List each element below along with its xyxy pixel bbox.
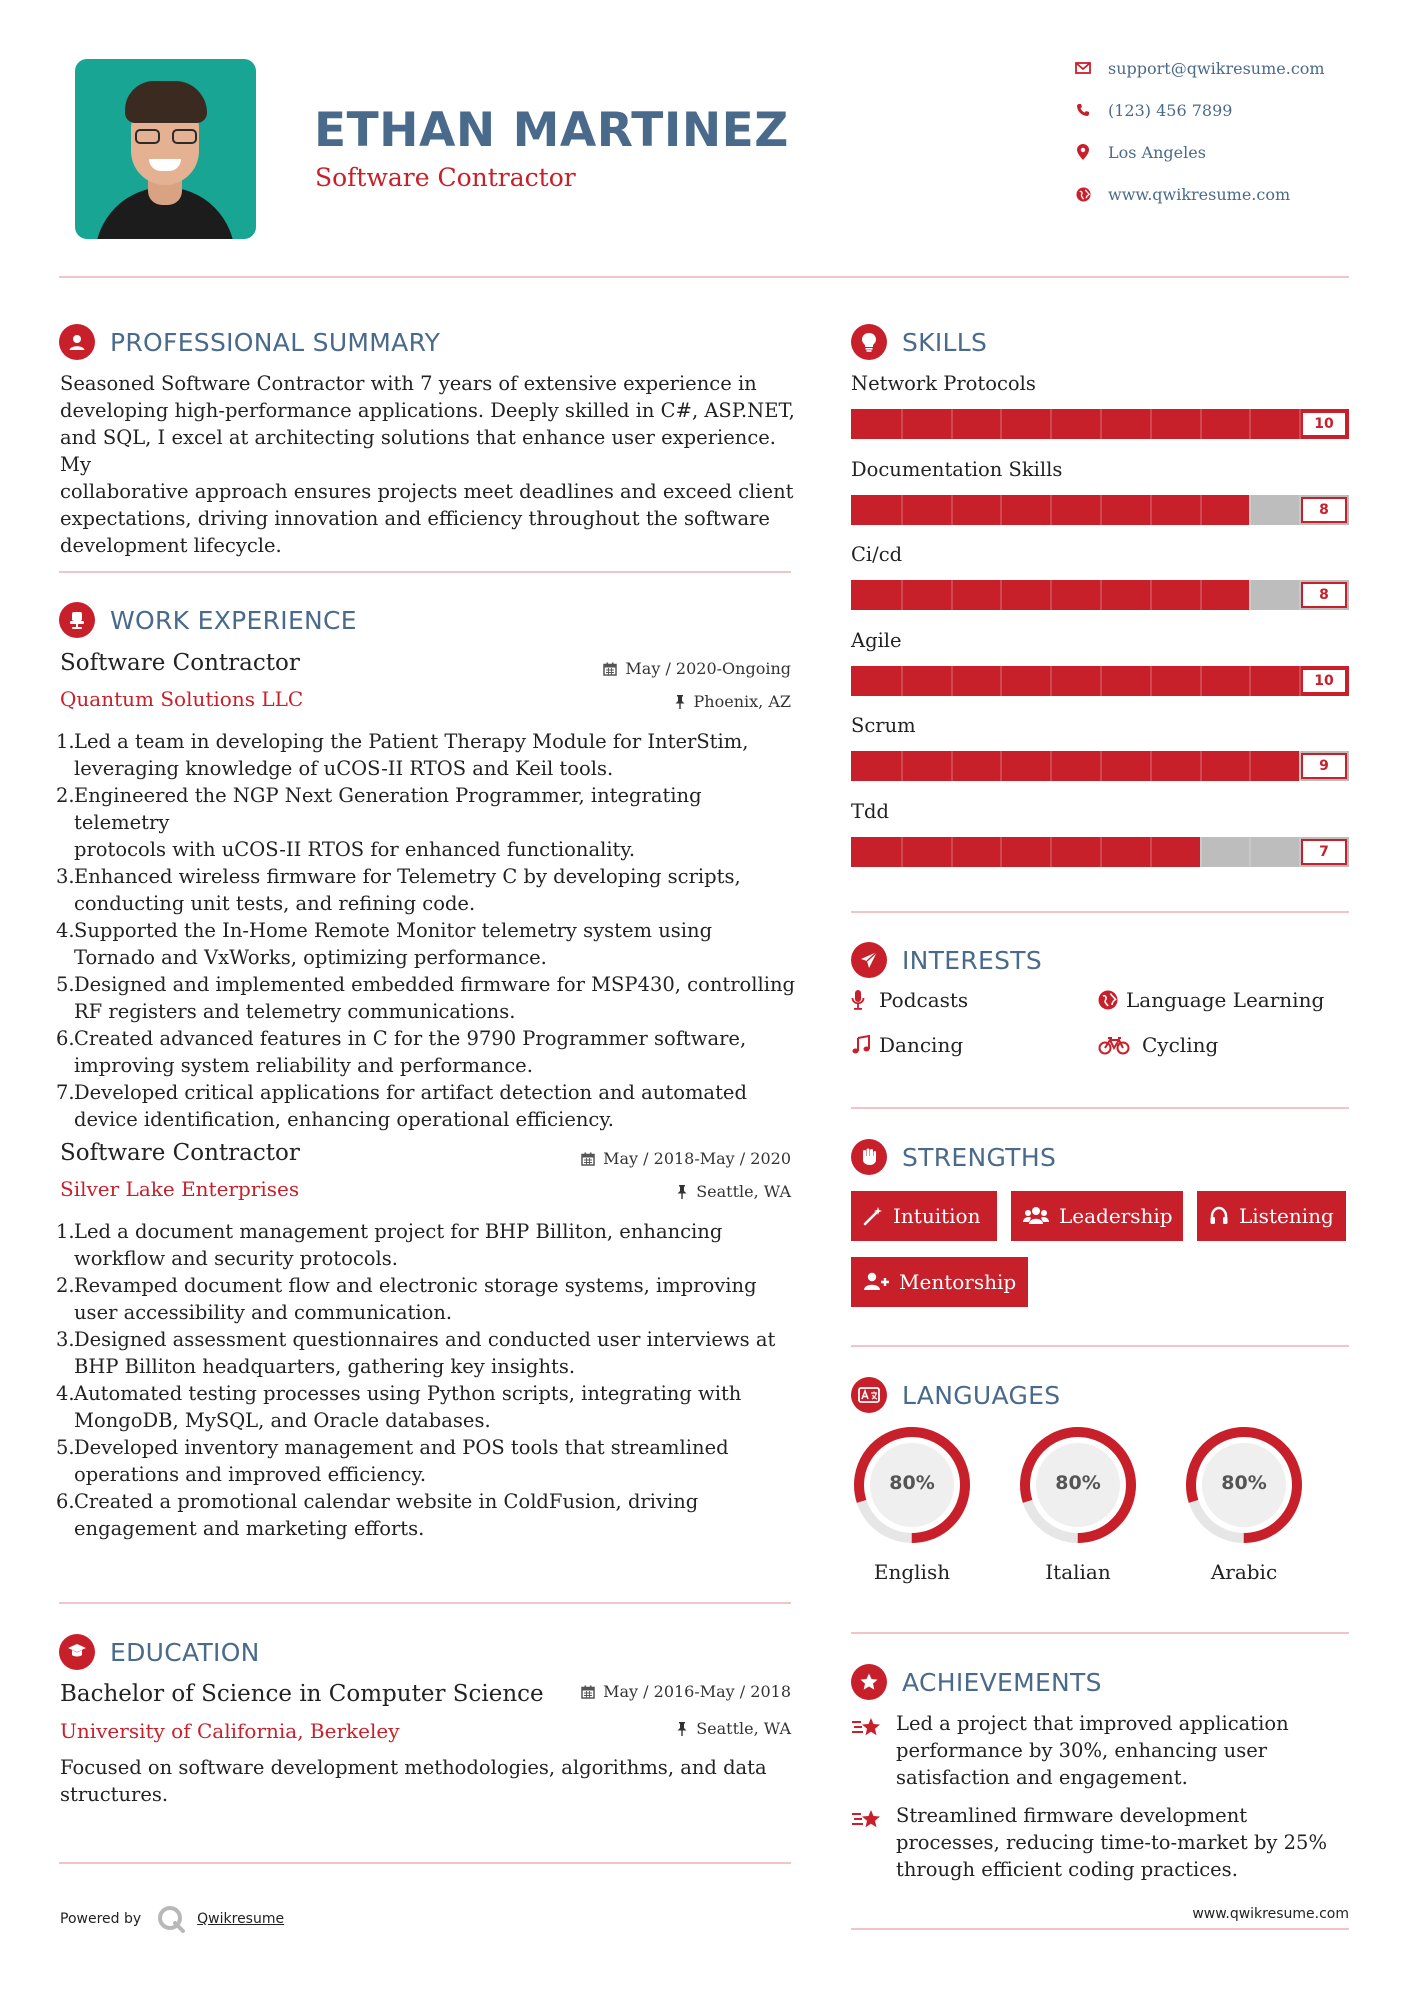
users-icon bbox=[1023, 1206, 1049, 1226]
job-2-company: Silver Lake Enterprises bbox=[60, 1177, 300, 1201]
list-item: 6. Created a promotional calendar website in ColdFusion, driving engagement and marketing efforts. bbox=[56, 1490, 699, 1540]
list-item: 6. Created advanced features in C for the 9790 Programmer software, improving system reliability and performance. bbox=[56, 1027, 747, 1077]
pushpin-icon bbox=[676, 1185, 688, 1199]
languages-divider bbox=[851, 1632, 1349, 1634]
language-label: English bbox=[873, 1560, 951, 1584]
header-divider bbox=[59, 276, 1349, 278]
headphones-icon bbox=[1209, 1206, 1229, 1226]
shooting-star-icon bbox=[851, 1710, 896, 1791]
strength-chip-intuition: Intuition bbox=[851, 1191, 997, 1241]
map-pin-icon bbox=[1070, 142, 1096, 162]
language-percent: 80% bbox=[1055, 1472, 1101, 1494]
languages-heading: LANGUAGES bbox=[851, 1377, 1060, 1413]
summary-divider bbox=[59, 571, 791, 573]
skill-label: Scrum bbox=[851, 714, 916, 737]
pushpin-icon bbox=[676, 1722, 688, 1736]
list-item: 1. Led a team in developing the Patient Therapy Module for InterStim, leveraging knowledge of uCOS-II RTOS and Keil tools. bbox=[56, 730, 749, 780]
calendar-icon bbox=[581, 1685, 595, 1699]
interest-language-learning: Language Learning bbox=[1098, 988, 1324, 1012]
skill-label: Tdd bbox=[851, 799, 889, 823]
powered-by: Powered by Qwikresume bbox=[60, 1905, 284, 1933]
graduation-icon bbox=[59, 1634, 95, 1670]
skill-score: 9 bbox=[1301, 753, 1347, 779]
skill-bar bbox=[851, 409, 1349, 439]
profile-photo bbox=[75, 59, 256, 239]
microphone-icon bbox=[851, 990, 879, 1010]
achievements-divider bbox=[851, 1928, 1349, 1930]
phone-icon bbox=[1070, 100, 1096, 120]
list-item: 4. Supported the In-Home Remote Monitor telemetry system using Tornado and VxWorks, optimizing performance. bbox=[56, 919, 713, 969]
job-2-dates: May / 2018-May / 2020 bbox=[581, 1149, 791, 1168]
education-heading: EDUCATION bbox=[59, 1634, 260, 1670]
globe-icon bbox=[1098, 990, 1126, 1010]
qwikresume-link[interactable]: Qwikresume bbox=[197, 1911, 285, 1927]
language-label: Arabic bbox=[1210, 1560, 1278, 1584]
school-name: University of California, Berkeley bbox=[60, 1719, 400, 1743]
job-1-location: Phoenix, AZ bbox=[674, 692, 791, 711]
language-percent: 80% bbox=[889, 1472, 935, 1494]
degree-title: Bachelor of Science in Computer Science bbox=[60, 1681, 544, 1707]
candidate-role: Software Contractor bbox=[315, 163, 576, 192]
footer-website-link[interactable]: www.qwikresume.com bbox=[1192, 1906, 1349, 1922]
job-2-title: Software Contractor bbox=[60, 1140, 300, 1166]
education-location: Seattle, WA bbox=[676, 1719, 791, 1738]
skill-bar-fill bbox=[851, 751, 1299, 781]
skill-bar-fill bbox=[851, 837, 1200, 867]
job-1-duties bbox=[56, 728, 796, 1133]
strengths-heading: STRENGTHS bbox=[851, 1139, 1056, 1175]
list-item: 2. Revamped document flow and electronic storage systems, improving user accessibility and communication. bbox=[56, 1274, 757, 1324]
work-heading: WORK EXPERIENCE bbox=[59, 602, 357, 638]
language-percent: 80% bbox=[1221, 1472, 1267, 1494]
list-item: 5. Designed and implemented embedded firmware for MSP430, controlling RF registers and telemetry communications. bbox=[56, 973, 796, 1023]
contact-email[interactable]: support@qwikresume.com bbox=[1070, 58, 1325, 78]
job-1-company: Quantum Solutions LLC bbox=[60, 687, 304, 711]
list-item: 3. Enhanced wireless firmware for Telemetry C by developing scripts, conducting unit tests, and refining code. bbox=[56, 865, 741, 915]
interests-heading: INTERESTS bbox=[851, 942, 1042, 978]
interest-cycling: Cycling bbox=[1098, 1033, 1218, 1057]
contact-location: Los Angeles bbox=[1070, 142, 1206, 162]
skill-score: 8 bbox=[1301, 497, 1347, 523]
work-divider bbox=[59, 1602, 791, 1604]
contact-website[interactable]: www.qwikresume.com bbox=[1070, 184, 1290, 204]
star-badge-icon bbox=[851, 1664, 887, 1700]
achievement-2: Streamlined firmware development processes, reducing time-to-market by 25% through efficient coding practices. bbox=[851, 1802, 1351, 1883]
skill-label: Documentation Skills bbox=[851, 457, 1063, 481]
briefcase-chair-icon bbox=[59, 602, 95, 638]
summary-text: Seasoned Software Contractor with 7 years of extensive experience in developing high-performance applications. Deeply skilled in C#, ASP.NET, and SQL, I excel at architecting solutions that enhance user experience. My collaborative approach ensures projects meet deadlines and exceed client expectations, driving innovation and efficiency throughout the software development lifecycle. bbox=[60, 372, 795, 557]
contact-phone[interactable]: (123) 456 7899 bbox=[1070, 100, 1232, 120]
lightbulb-icon bbox=[851, 324, 887, 360]
achievements-heading: ACHIEVEMENTS bbox=[851, 1664, 1102, 1700]
education-description: Focused on software development methodologies, algorithms, and data structures. bbox=[60, 1756, 767, 1806]
language-label: Italian bbox=[1045, 1560, 1111, 1584]
strength-chip-mentorship: Mentorship bbox=[851, 1257, 1028, 1307]
list-item: 3. Designed assessment questionnaires and conducted user interviews at BHP Billiton headquarters, gathering key insights. bbox=[56, 1328, 776, 1378]
list-item: 7. Developed critical applications for artifact detection and automated device identification, enhancing operational efficiency. bbox=[56, 1081, 747, 1131]
raised-fist-icon bbox=[851, 1139, 887, 1175]
skills-divider bbox=[851, 911, 1349, 913]
skill-score: 8 bbox=[1301, 582, 1347, 608]
education-divider bbox=[59, 1862, 791, 1864]
list-item: 2. Engineered the NGP Next Generation Programmer, integrating telemetry protocols with uCOS-II RTOS for enhanced functionality. bbox=[56, 784, 702, 861]
shooting-star-icon bbox=[851, 1802, 896, 1883]
skill-label: Agile bbox=[851, 628, 902, 652]
user-icon bbox=[59, 324, 95, 360]
globe-icon bbox=[1070, 184, 1096, 204]
candidate-name: ETHAN MARTINEZ bbox=[314, 103, 789, 158]
skills-heading: SKILLS bbox=[851, 324, 987, 360]
user-plus-icon bbox=[863, 1272, 889, 1292]
education-dates: May / 2016-May / 2018 bbox=[581, 1682, 791, 1701]
interests-divider bbox=[851, 1107, 1349, 1109]
skill-bar bbox=[851, 495, 1349, 525]
skill-score: 10 bbox=[1301, 668, 1347, 694]
pushpin-icon bbox=[674, 695, 686, 709]
strength-chip-leadership: Leadership bbox=[1011, 1191, 1183, 1241]
skill-score: 7 bbox=[1301, 839, 1347, 865]
list-item: 1. Led a document management project for BHP Billiton, enhancing workflow and security protocols. bbox=[56, 1220, 723, 1270]
job-2-duties bbox=[56, 1218, 796, 1542]
list-item: 4. Automated testing processes using Python scripts, integrating with MongoDB, MySQL, and Oracle databases. bbox=[56, 1382, 742, 1432]
strengths-divider bbox=[851, 1345, 1349, 1347]
skill-label: Ci/cd bbox=[851, 543, 903, 566]
skill-label: Network Protocols bbox=[851, 372, 1036, 395]
magic-wand-icon bbox=[863, 1206, 883, 1226]
skill-bar bbox=[851, 666, 1349, 696]
music-note-icon bbox=[851, 1035, 879, 1055]
skill-bar bbox=[851, 580, 1349, 610]
skill-bar bbox=[851, 751, 1349, 781]
achievement-1: Led a project that improved application performance by 30%, enhancing user satisfaction and engagement. bbox=[851, 1710, 1351, 1791]
interest-podcasts: Podcasts bbox=[851, 988, 968, 1012]
strength-chip-listening: Listening bbox=[1197, 1191, 1346, 1241]
skill-bar bbox=[851, 837, 1349, 867]
paper-plane-icon bbox=[851, 942, 887, 978]
job-1-title: Software Contractor bbox=[60, 650, 300, 676]
job-2-location: Seattle, WA bbox=[676, 1182, 791, 1201]
calendar-icon bbox=[603, 662, 617, 676]
summary-heading: PROFESSIONAL SUMMARY bbox=[59, 324, 440, 360]
qwikresume-logo-icon bbox=[157, 1905, 185, 1933]
list-item: 5. Developed inventory management and POS tools that streamlined operations and improved efficiency. bbox=[56, 1436, 729, 1486]
translate-icon bbox=[851, 1377, 887, 1413]
bicycle-icon bbox=[1098, 1035, 1142, 1055]
envelope-icon bbox=[1070, 58, 1096, 78]
interest-dancing: Dancing bbox=[851, 1033, 963, 1057]
calendar-icon bbox=[581, 1152, 595, 1166]
skill-score: 10 bbox=[1301, 411, 1347, 437]
job-1-dates: May / 2020-Ongoing bbox=[603, 659, 791, 678]
